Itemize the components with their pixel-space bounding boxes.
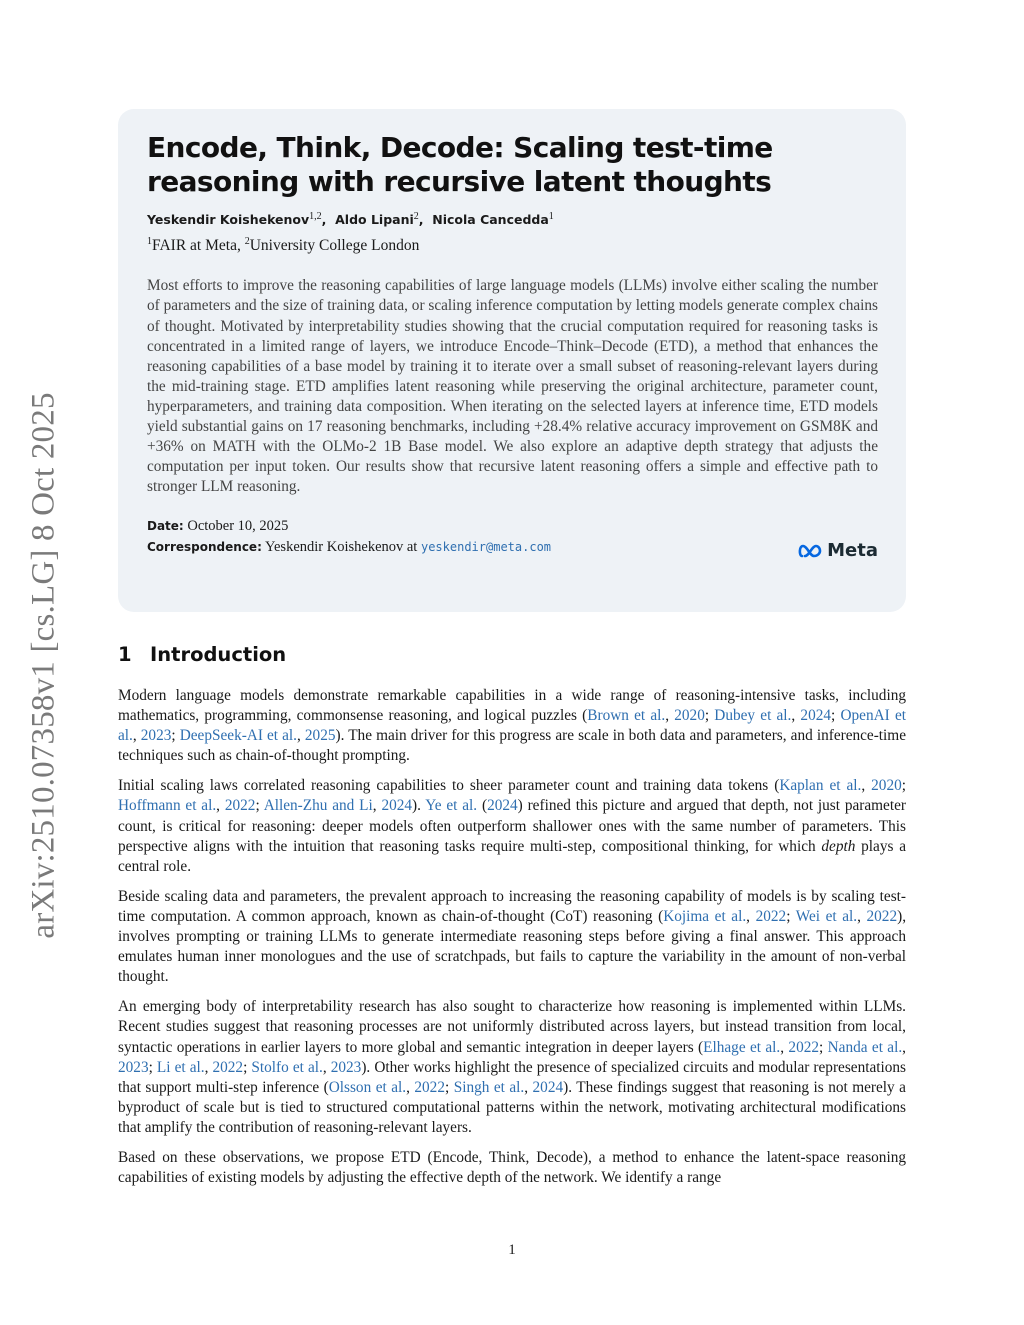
body-text: ; [148, 1058, 157, 1076]
body-text: , [524, 1078, 533, 1096]
body-text: , [746, 907, 756, 925]
date-value: October 10, 2025 [187, 518, 289, 535]
page-number: 1 [508, 1242, 516, 1258]
body-paragraph [118, 686, 906, 766]
citation-link[interactable]: OpenAI et al. [118, 707, 906, 745]
citation-link[interactable]: Elhage et al. [703, 1038, 781, 1056]
citation-link[interactable]: Singh et al. [453, 1078, 525, 1096]
arxiv-stamp [12, 380, 76, 950]
author: Aldo Lipani [335, 212, 414, 228]
citation-link[interactable]: 2022 [414, 1078, 445, 1096]
author: Nicola Cancedda [432, 212, 549, 228]
citation-link[interactable]: 2022 [212, 1058, 244, 1076]
body-text: , [791, 707, 801, 725]
body-text: , [780, 1038, 789, 1056]
body-text: , [216, 797, 225, 815]
citation-link[interactable]: Hoffmann et al. [118, 797, 217, 815]
citation-link[interactable]: 2024 [381, 797, 413, 815]
introduction-body [118, 686, 906, 1198]
meta-logo-text: Meta [827, 540, 878, 562]
abstract-text: Most efforts to improve the reasoning capabilities of large language models (LLMs) involve either scaling the number of parameters and the size of training data, or scaling inference computation by letting models generate complex chains of thought. Motivated by interpretability studies showing that the crucial computation required for reasoning tasks is concentrated in a limited range of layers, we introduce Encode–Think–Decode (ETD), a method that enhances the reasoning capabilities of a base model by training it to iterate over a small subset of reasoning-relevant layers during the mid-training stage. ETD amplifies latent reasoning while preserving the original architecture, parameter count, hyperparameters, and training data composition. When iterating on the selected layers at inference time, ETD models yield substantial gains on 17 reasoning benchmarks, including +28.4% relative accuracy improvement on GSM8K and +36% on MATH with the OLMo-2 1B Base model. We also explore an adaptive depth strategy that adjusts the computation per input token. Our results show that recursive latent reasoning offers a simple and effective path to stronger LLM reasoning. [147, 277, 878, 496]
date-row [147, 516, 878, 537]
body-text: Beside scaling data and parameters, the prevalent approach to increasing the reasoning capability of models is by scaling test-time computation. A common approach, known as chain-of-thought (CoT) reasoning ( [118, 887, 906, 925]
citation-link[interactable]: 2020 [871, 777, 902, 795]
citation-link[interactable]: Allen-Zhu and Li [263, 797, 373, 815]
body-paragraph [118, 997, 906, 1138]
citation-link[interactable]: Ye et al. [425, 797, 478, 815]
citation-link[interactable]: Kojima et al. [663, 907, 747, 925]
body-text: , [372, 797, 382, 815]
correspondence-label: Correspondence: [147, 540, 262, 555]
body-text: ; [819, 1038, 828, 1056]
body-paragraph [118, 1148, 906, 1188]
body-text: , [861, 777, 872, 795]
correspondence-row: Correspondence: Yeskendir Koishekenov at yeskendir@meta.com [147, 539, 552, 556]
affiliation: University College London [249, 237, 420, 255]
citation-link[interactable]: Stolfo et al. [251, 1058, 323, 1076]
affiliation: FAIR at Meta [152, 237, 237, 255]
body-text: ; [901, 777, 906, 795]
body-text: ; [243, 1058, 252, 1076]
body-text: ; [831, 707, 841, 725]
citation-link[interactable]: 2024 [532, 1078, 564, 1096]
body-text: , [406, 1078, 415, 1096]
body-text: , [902, 1038, 906, 1056]
body-text: , [322, 1058, 331, 1076]
body-text: ). The main driver for this progress are scale in both data and parameters, and inference-time techniques such as chain-of-thought prompting. [118, 727, 906, 765]
citation-link[interactable]: DeepSeek-AI et al. [179, 727, 297, 745]
citation-link[interactable]: 2020 [674, 707, 705, 725]
author: Yeskendir Koishekenov [147, 212, 310, 228]
body-text: Initial scaling laws correlated reasoning capabilities to sheer parameter count and training data tokens ( [118, 777, 780, 795]
section-number: 1 [118, 643, 132, 666]
citation-link[interactable]: Nanda et al. [827, 1038, 903, 1056]
section-title: Introduction [150, 643, 287, 666]
body-text: , [204, 1058, 213, 1076]
body-text: Modern language models demonstrate remarkable capabilities in a wide range of reasoning-intensive tasks, including mathematics, programming, commonsense reasoning, and logical puzzles ( [118, 687, 906, 725]
citation-link[interactable]: 2024 [487, 797, 518, 815]
body-text: , [132, 727, 141, 745]
citation-link[interactable]: 2022 [755, 907, 787, 925]
section-heading [118, 643, 286, 666]
citation-link[interactable]: 2023 [330, 1058, 362, 1076]
author-list: Yeskendir Koishekenov$^{1,2}$, Aldo Lipani$^2$, Nicola Cancedda$^1$ [147, 211, 554, 228]
citation-link[interactable]: 2023 [118, 1058, 149, 1076]
body-text: ). These findings suggest that reasoning is not merely a byproduct of scale but is tied to structured computational patterns within the network, motivating architectural modifications that amplify the contribution of reasoning-relevant layers. [118, 1078, 906, 1136]
citation-link[interactable]: Wei et al. [795, 907, 858, 925]
body-text: ). [412, 797, 426, 815]
citation-link[interactable]: 2022 [788, 1038, 820, 1056]
citation-link[interactable]: Li et al. [156, 1058, 205, 1076]
body-paragraph [118, 887, 906, 987]
body-paragraph [118, 776, 906, 876]
body-text: ), involves prompting or training LLMs to generate intermediate reasoning steps before giving a final answer. This approach emulates human inner monologues and the use of scratchpads, but fails to capture the variability in the amount of non-verbal thought. [118, 907, 907, 986]
body-text: ; [255, 797, 264, 815]
paper-title: Encode, Think, Decode: Scaling test-time reasoning with recursive latent thoughts [147, 131, 773, 198]
body-text: plays a central role. [118, 837, 906, 875]
body-text: ; [444, 1078, 454, 1096]
body-text: ( [477, 797, 488, 815]
meta-logo [798, 540, 878, 561]
body-text: , [665, 707, 675, 725]
body-text: ) refined this picture and argued that depth, not just parameter count, is critical for reasoning: deeper models often outperform shallower ones with the same number of parameters. This perspective aligns with the intuition that reasoning tasks require multi-step, compositional thinking, for which [118, 797, 906, 855]
affiliations: $^1$FAIR at Meta, $^2$University College London [147, 236, 420, 255]
body-text: ; [786, 907, 796, 925]
body-text: ; [704, 707, 715, 725]
date-label: Date: [147, 519, 184, 534]
citation-link[interactable]: 2023 [140, 727, 172, 745]
arxiv-stamp-text: arXiv:2510.07358v1 [cs.LG] 8 Oct 2025 [25, 391, 62, 939]
meta-infinity-icon [798, 543, 824, 559]
body-text: An emerging body of interpretability research has also sought to characterize how reasoning is implemented within LLMs. Recent studies suggest that reasoning processes are not uniformly distributed across layers, but instead transition from local, syntactic operations in earlier layers to more global and semantic integration in deeper layers ( [118, 998, 906, 1056]
body-text: Based on these observations, we propose ETD (Encode, Think, Decode), a method to enhance the latent-space reasoning capabilities of existing models by adjusting the effective depth of the network. We identify a range [118, 1148, 906, 1187]
citation-link[interactable]: Kaplan et al. [779, 777, 862, 795]
citation-link[interactable]: Dubey et al. [714, 707, 792, 725]
citation-link[interactable]: Olsson et al. [328, 1078, 407, 1096]
body-text: ). Other works highlight the presence of specialized circuits and modular representations that support multi-step inference ( [118, 1058, 907, 1096]
emphasis-text: depth [821, 837, 856, 855]
citation-link[interactable]: 2022 [866, 907, 898, 925]
body-text: ; [171, 727, 180, 745]
citation-link[interactable]: 2024 [800, 707, 832, 725]
title-abstract-box [118, 109, 906, 612]
body-text: , [857, 907, 867, 925]
citation-link[interactable]: 2022 [224, 797, 256, 815]
paper-metadata [147, 516, 878, 562]
citation-link[interactable]: 2025 [304, 727, 336, 745]
correspondence-email-link[interactable]: yeskendir@meta.com [420, 540, 552, 555]
citation-link[interactable]: Brown et al. [587, 707, 666, 725]
correspondence-name: Yeskendir Koishekenov [264, 539, 404, 556]
body-text: , [297, 727, 305, 745]
